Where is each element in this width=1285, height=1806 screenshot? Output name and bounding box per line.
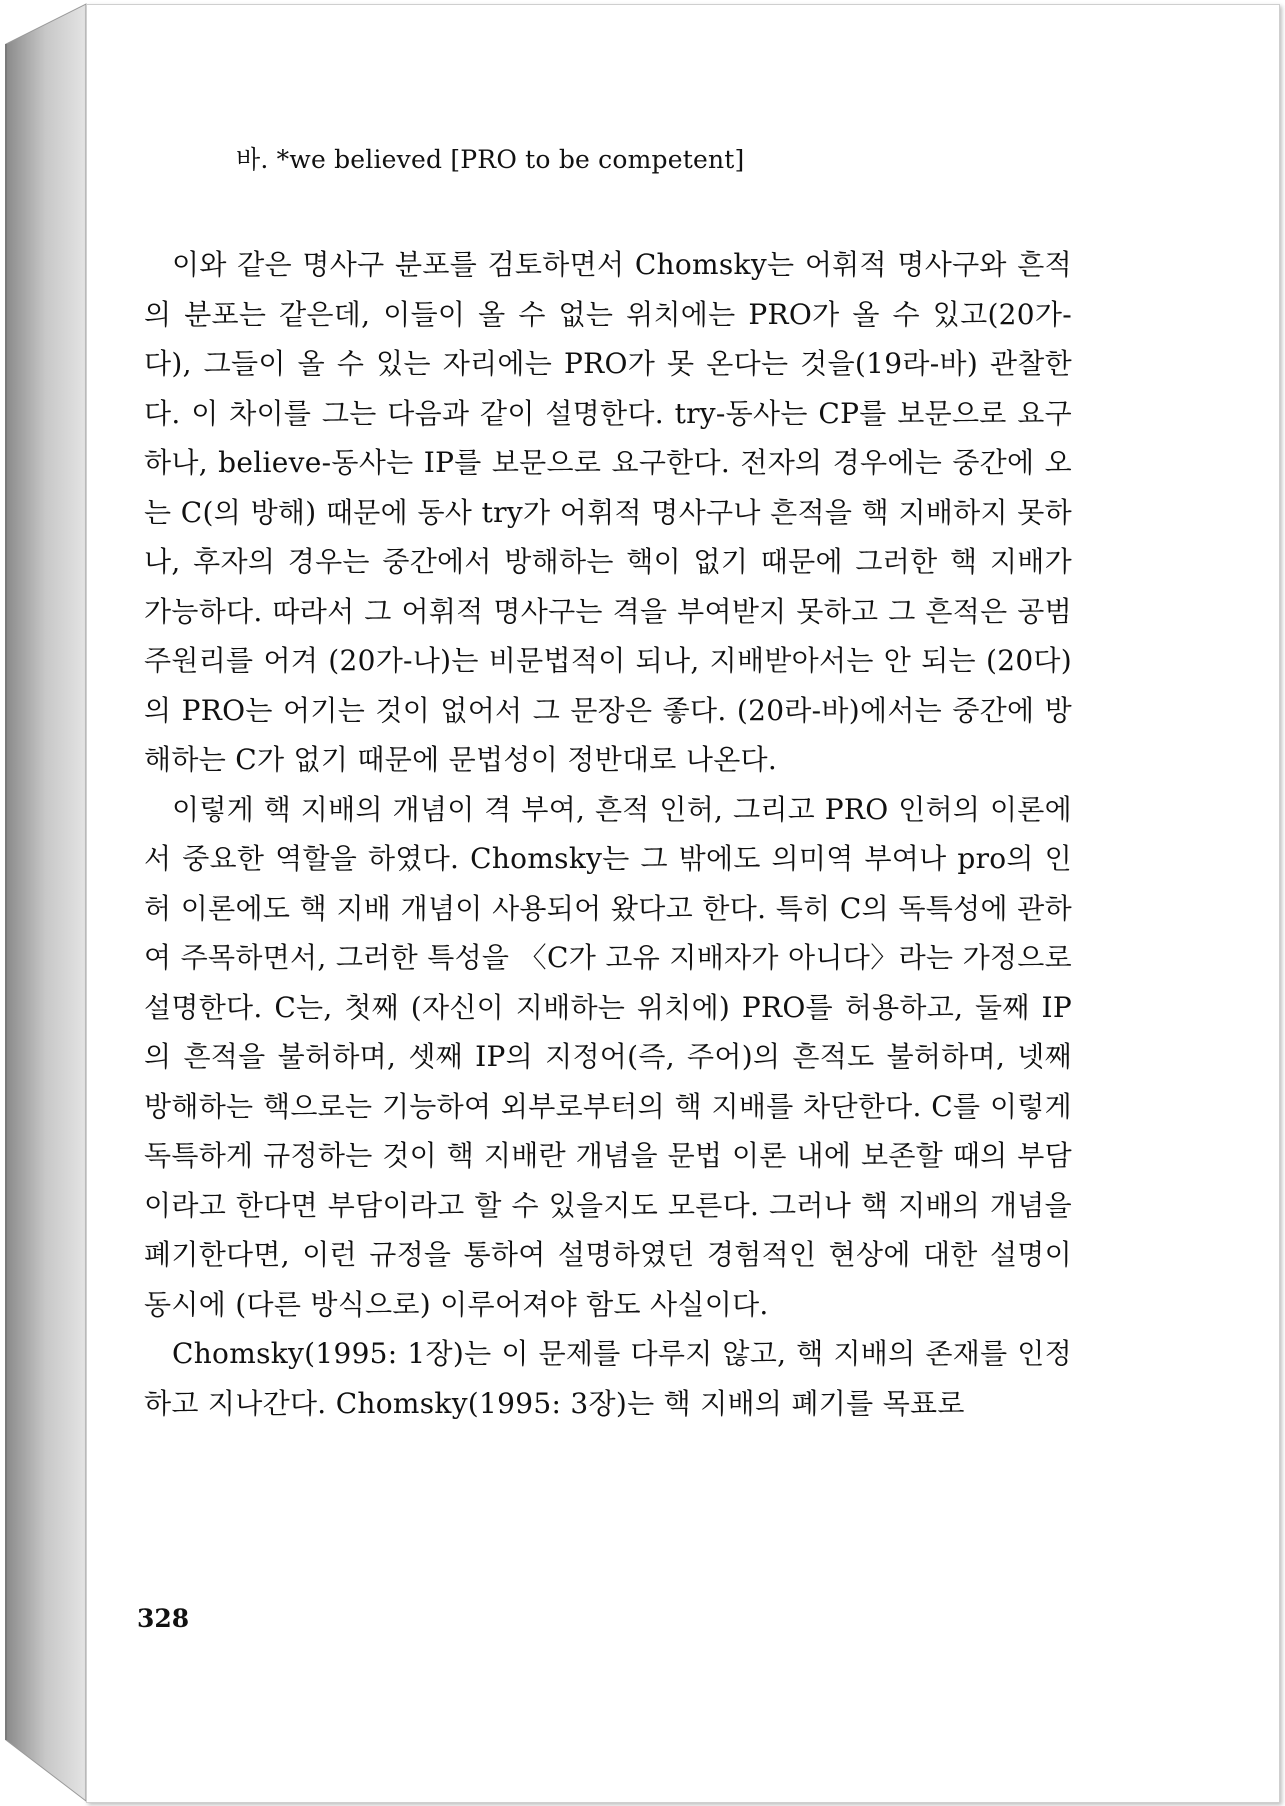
example-sentence: 바. *we believed [PRO to be competent] <box>236 145 745 174</box>
book-spine-edge <box>0 0 90 1806</box>
body-text <box>144 240 1072 1428</box>
paragraph: 이렇게 핵 지배의 개념이 격 부여, 흔적 인허, 그리고 PRO 인허의 이론에서 중요한 역할을 하였다. Chomsky는 그 밖에도 의미역 부여나 pro의 인허 이론에도 핵 지배 개념이 사용되어 왔다고 한다. 특히 C의 독특성에 관하여 주목하면서, 그러한 특성을 〈C가 고유 지배자가 아니다〉라는 가정으로 설명한다. C는, 첫째 (자신이 지배하는 위치에) PRO를 허용하고, 둘째 IP의 흔적을 불허하며, 셋째 IP의 지정어(즉, 주어)의 흔적도 불허하며, 넷째 방해하는 핵으로는 기능하여 외부로부터의 핵 지배를 차단한다. C를 이렇게 독특하게 규정하는 것이 핵 지배란 개념을 문법 이론 내에 보존할 때의 부담이라고 한다면 부담이라고 할 수 있을지도 모른다. 그러나 핵 지배의 개념을 폐기한다면, 이런 규정을 통하여 설명하였던 경험적인 현상에 대한 설명이 동시에 (다른 방식으로) 이루어져야 함도 사실이다. <box>144 792 1072 1321</box>
paragraph: 이와 같은 명사구 분포를 검토하면서 Chomsky는 어휘적 명사구와 흔적의 분포는 같은데, 이들이 올 수 없는 위치에는 PRO가 올 수 있고(20가-다), 그들이 올 수 있는 자리에는 PRO가 못 온다는 것을(19라-바) 관찰한다. 이 차이를 그는 다음과 같이 설명한다. try-동사는 CP를 보문으로 요구하나, believe-동사는 IP를 보문으로 요구한다. 전자의 경우에는 중간에 오는 C(의 방해) 때문에 동사 try가 어휘적 명사구나 흔적을 핵 지배하지 못하나, 후자의 경우는 중간에서 방해하는 핵이 없기 때문에 그러한 핵 지배가 가능하다. 따라서 그 어휘적 명사구는 격을 부여받지 못하고 그 흔적은 공범주원리를 어겨 (20가-나)는 비문법적이 되나, 지배받아서는 안 되는 (20다)의 PRO는 어기는 것이 없어서 그 문장은 좋다. (20라-바)에서는 중간에 방해하는 C가 없기 때문에 문법성이 정반대로 나온다. <box>144 248 1072 776</box>
page-number: 328 <box>137 1604 190 1633</box>
paragraph: Chomsky(1995: 1장)는 이 문제를 다루지 않고, 핵 지배의 존재를 인정하고 지나간다. Chomsky(1995: 3장)는 핵 지배의 폐기를 목표로 <box>144 1337 1072 1420</box>
